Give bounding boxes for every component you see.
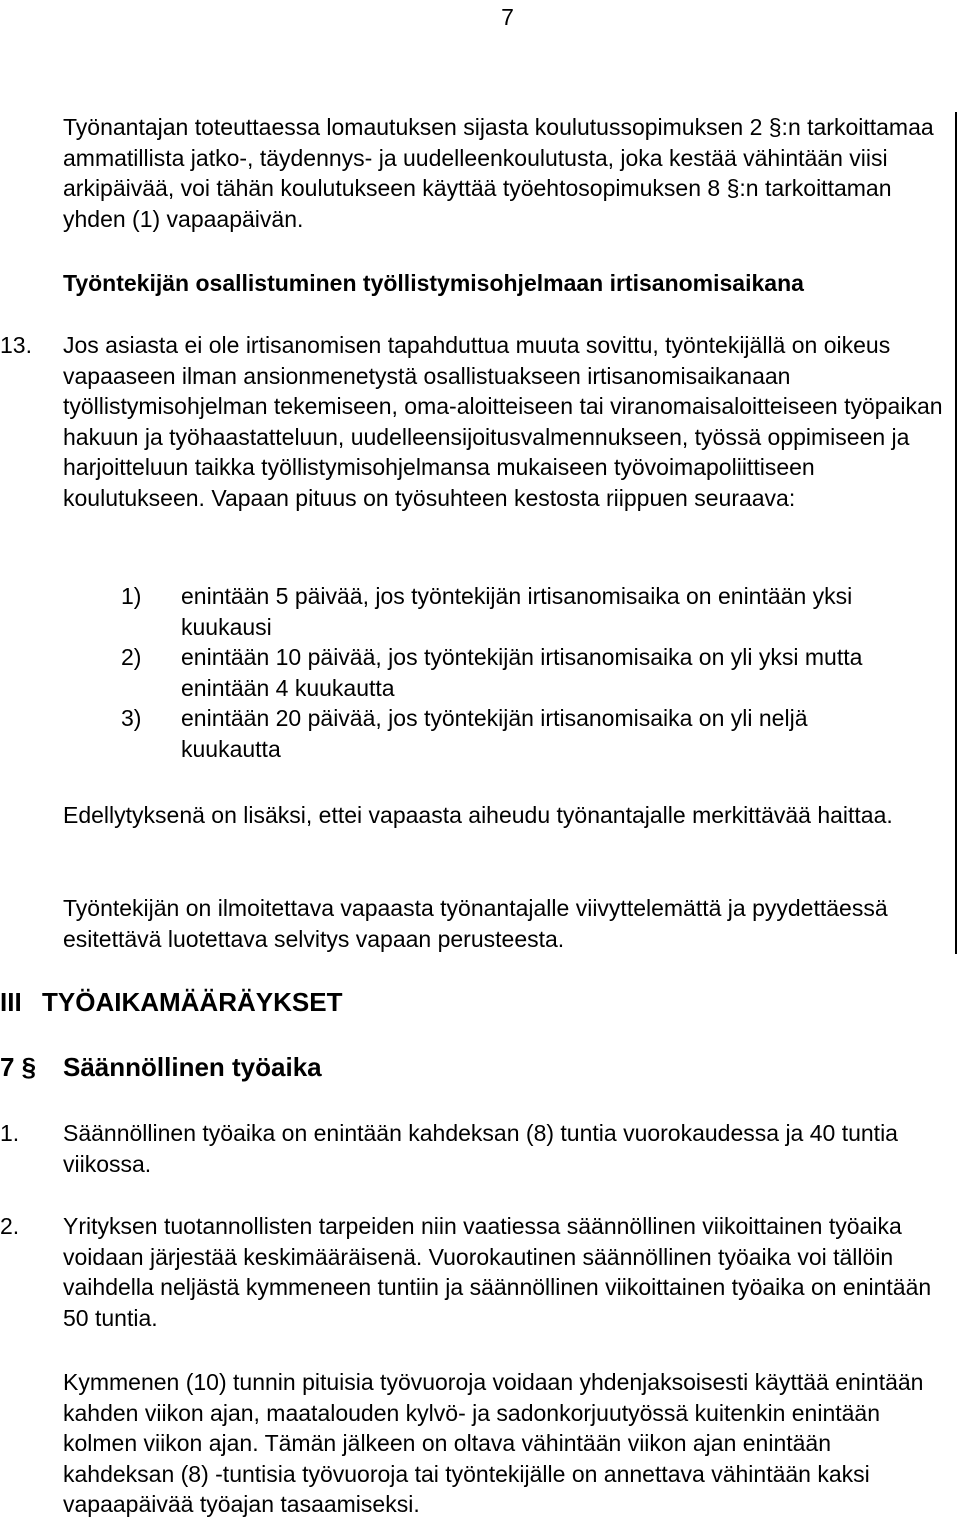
item-13-text: Jos asiasta ei ole irtisanomisen tapahduttua muuta sovittu, työntekijällä on oikeus vapaaseen ilman ansionmenetystä osallistuakseen irtisanomisaikanaan työllistymisohjelman tekemiseen, oma-aloitteiseen tai viranomaisaloitteiseen työpaikan hakuun ja työhaastatteluun, uudelleensijoitusvalmennukseen, työssä oppimiseen ja harjoitteluun taikka työllistymisohjelmansa mukaiseen työvoimapoliittiseen koulutukseen. Vapaan pituus on työsuhteen kestosta riippuen seuraava: [63, 332, 943, 511]
item-1-text: Säännöllinen työaika on enintään kahdeksan (8) tuntia vuorokaudessa ja 40 tuntia viikossa. [63, 1120, 898, 1177]
list-item-number: 1) [121, 583, 142, 609]
list-item [121, 642, 911, 703]
condition-paragraph: Edellytyksenä on lisäksi, ettei vapaasta aiheudu työnantajalle merkittävää haittaa. [63, 802, 893, 828]
list-item-number: 2) [121, 644, 142, 670]
list-item-text: enintään 10 päivää, jos työntekijän irtisanomisaika on yli yksi mutta enintään 4 kuukautta [181, 644, 863, 701]
chapter-number: III [0, 987, 22, 1017]
list-item-text: enintään 20 päivää, jos työntekijän irtisanomisaika on yli neljä kuukautta [181, 705, 808, 762]
chapter-title: TYÖAIKAMÄÄRÄYKSET [42, 987, 343, 1017]
intro-paragraph: Työnantajan toteuttaessa lomautuksen sijasta koulutussopimuksen 2 §:n tarkoittamaa ammatillista jatko-, täydennys- ja uudelleenkoulutusta, joka kestää vähintään viisi arkipäivää, voi tähän koulutukseen käyttää työehtosopimuksen 8 §:n tarkoittaman yhden (1) vapaapäivän. [63, 114, 934, 232]
item-2-text: Yrityksen tuotannollisten tarpeiden niin vaatiessa säännöllinen viikoittainen työaika voidaan järjestää keskimääräisenä. Vuorokautinen säännöllinen työaika voi tällöin vaihdella neljästä kymmeneen tuntiin ja säännöllinen viikoittainen työaika on enintään 50 tuntia. [63, 1213, 932, 1331]
item-2-number: 2. [0, 1213, 20, 1239]
shifts-paragraph: Kymmenen (10) tunnin pituisia työvuoroja voidaan yhdenjaksoisesti käyttää enintään kahden viikon ajan, maatalouden kylvö- ja sadonkorjuutyössä kuitenkin enintään kolmen viikon ajan. Tämän jälkeen on oltava vähintään viikon ajan enintään kahdeksan (8) -tuntisia työvuoroja tai työntekijälle on annettava vähintään kaksi vapaapäivää työajan tasaamiseksi. [63, 1369, 924, 1517]
page-number: 7 [501, 4, 514, 30]
section-title: Säännöllinen työaika [63, 1052, 322, 1082]
notice-period-list [121, 581, 911, 764]
change-bar [955, 112, 957, 954]
list-item [121, 703, 911, 764]
section-number: 7 § [0, 1052, 37, 1082]
notice-paragraph: Työntekijän on ilmoitettava vapaasta työnantajalle viivyttelemättä ja pyydettäessä esitettävä luotettava selvitys vapaan perusteesta. [63, 895, 888, 952]
item-1-number: 1. [0, 1120, 20, 1146]
subsection-heading: Työntekijän osallistuminen työllistymisohjelmaan irtisanomisaikana [63, 270, 804, 296]
list-item [121, 581, 911, 642]
list-item-text: enintään 5 päivää, jos työntekijän irtisanomisaika on enintään yksi kuukausi [181, 583, 853, 640]
item-13-number: 13. [0, 332, 32, 358]
list-item-number: 3) [121, 705, 142, 731]
